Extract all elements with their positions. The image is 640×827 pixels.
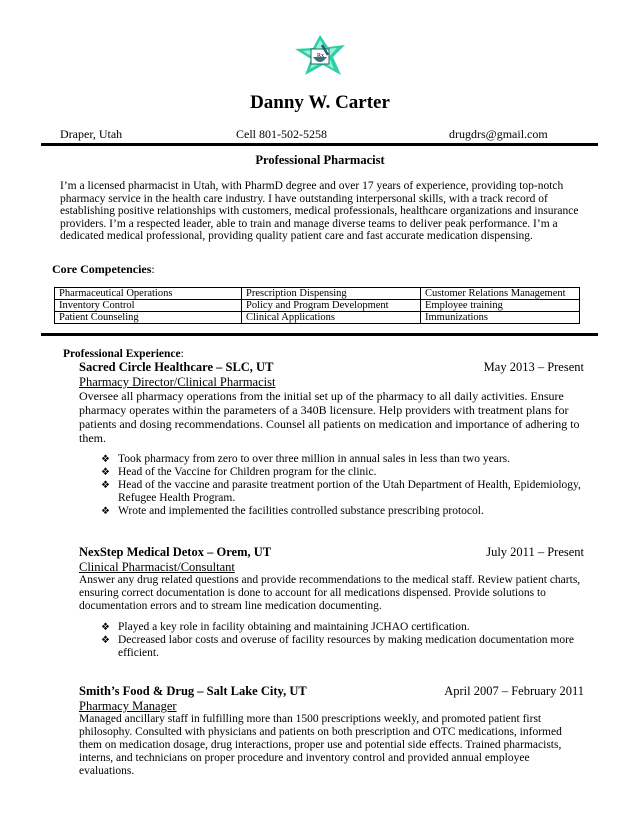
diamond-bullet-icon: ❖ xyxy=(101,467,110,478)
job-header xyxy=(79,684,584,699)
section-divider xyxy=(41,333,598,336)
headline-title: Professional Pharmacist xyxy=(255,153,385,167)
competencies-table xyxy=(54,287,580,324)
diamond-bullet-icon: ❖ xyxy=(101,454,110,465)
diamond-bullet-icon: ❖ xyxy=(101,622,110,633)
table-cell: Clinical Applications xyxy=(242,312,421,324)
job-bullets xyxy=(79,453,584,518)
list-item: ❖ Head of the Vaccine for Children program for the clinic. xyxy=(101,466,377,478)
table-cell: Employee training xyxy=(421,300,580,312)
email-link[interactable]: drugdrs@gmail.com xyxy=(449,127,548,141)
table-row xyxy=(55,288,580,300)
job-entry xyxy=(79,360,584,518)
table-cell: Pharmaceutical Operations xyxy=(55,288,242,300)
job-description: Managed ancillary staff in fulfilling more than 1500 prescriptions weekly, and promoted patient first philosophy. Consulted with physicians and patients on both prescription and OTC medications, informed them on medication dosage, drug interactions, proper use and potential side effects. Trained pharmacists, interns, and technicians on proper procedure and inventory control and provided annual employee evaluations. xyxy=(79,713,562,777)
core-competencies-heading: Core Competencies: xyxy=(52,262,155,276)
list-item: ❖ Decreased labor costs and overuse of facility resources by making medication documentation more efficient. xyxy=(101,634,575,659)
job-entry xyxy=(79,684,584,778)
mortar-pestle-logo-icon xyxy=(295,35,345,77)
applicant-name: Danny W. Carter xyxy=(250,92,390,113)
experience-heading: Professional Experience: xyxy=(63,348,184,360)
table-cell: Immunizations xyxy=(421,312,580,324)
table-row xyxy=(55,300,580,312)
job-role: Clinical Pharmacist/Consultant xyxy=(79,560,235,574)
table-cell: Patient Counseling xyxy=(55,312,242,324)
phone-text: Cell 801-502-5258 xyxy=(236,127,327,141)
summary-paragraph: I’m a licensed pharmacist in Utah, with PharmD degree and over 17 years of experience, providing top-notch pharmacy service in the health care industry. I have outstanding interpersonal skills, with a track record of establishing positive relationships with customers, medical professionals, healthcare organizations and insurance providers. I’m a respected leader, able to train and manage diverse teams to deliver peak performance. I’m a dedicated medical professional, providing quality patient care and fast accurate medication dispensing. xyxy=(60,180,579,243)
table-row xyxy=(55,312,580,324)
job-bullets xyxy=(79,621,584,660)
table-cell: Customer Relations Management xyxy=(421,288,580,300)
employer-name: Sacred Circle Healthcare – SLC, UT xyxy=(79,360,274,374)
list-item: ❖ Took pharmacy from zero to over three million in annual sales in less than two years. xyxy=(101,453,510,465)
table-cell: Policy and Program Development xyxy=(242,300,421,312)
job-role: Pharmacy Manager xyxy=(79,699,177,713)
table-cell: Inventory Control xyxy=(55,300,242,312)
job-dates: July 2011 – Present xyxy=(486,545,584,559)
diamond-bullet-icon: ❖ xyxy=(101,635,110,646)
table-cell: Prescription Dispensing xyxy=(242,288,421,300)
employer-name: Smith’s Food & Drug – Salt Lake City, UT xyxy=(79,684,307,698)
list-item: ❖ Wrote and implemented the facilities controlled substance prescribing protocol. xyxy=(101,505,484,517)
job-header xyxy=(79,360,584,375)
job-description: Oversee all pharmacy operations from the initial set up of the pharmacy to all daily activities. Ensure pharmacy operates within the parameters of a 340B licensure. Help providers with treatment plans for patients and dosing recommendations. Counsel all patients on medication and importance of adhering to them. xyxy=(79,389,580,445)
job-dates: April 2007 – February 2011 xyxy=(444,684,584,698)
job-entry xyxy=(79,545,584,660)
diamond-bullet-icon: ❖ xyxy=(101,480,110,491)
list-item: ❖ Head of the vaccine and parasite treatment portion of the Utah Department of Health, Epidemiology, Refugee Health Program. xyxy=(101,479,581,504)
job-description: Answer any drug related questions and provide recommendations to the medical staff. Review patient charts, ensuring correct documentation is done to account for all medications dispensed. Provide solutions to documentation errors and to stream line medication documenting. xyxy=(79,574,581,612)
diamond-bullet-icon: ❖ xyxy=(101,506,110,517)
job-header xyxy=(79,545,584,560)
location-text: Draper, Utah xyxy=(60,127,123,141)
logo-rx-text: Rx xyxy=(317,53,325,59)
employer-name: NexStep Medical Detox – Orem, UT xyxy=(79,545,272,559)
header-divider xyxy=(41,143,598,146)
list-item: ❖ Played a key role in facility obtaining and maintaining JCHAO certification. xyxy=(101,621,470,633)
job-dates: May 2013 – Present xyxy=(483,360,584,374)
job-role: Pharmacy Director/Clinical Pharmacist xyxy=(79,375,276,389)
